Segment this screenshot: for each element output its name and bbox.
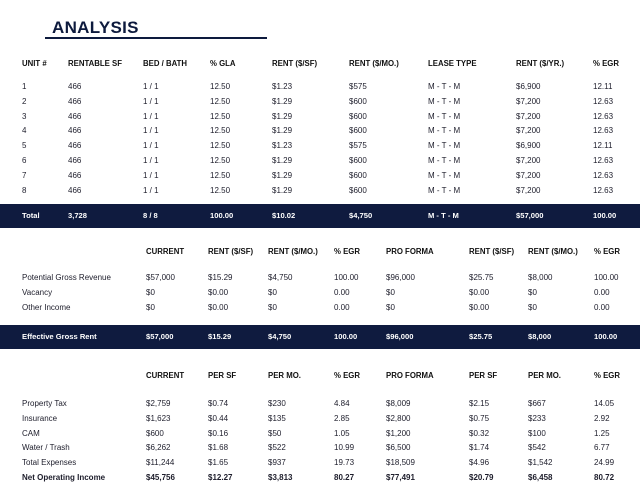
net-operating-income-row-cell: $45,756	[146, 473, 175, 482]
effective-gross-rent-band-cell: $8,000	[528, 332, 552, 341]
expense-row-cell: $600	[146, 428, 164, 438]
income-header-row-cell: RENT ($/MO.)	[268, 247, 318, 256]
unit-row	[0, 139, 640, 153]
unit-row-cell: $600	[349, 170, 367, 180]
income-row-cell: 0.00	[594, 288, 610, 297]
expense-row-cell: $4.96	[469, 458, 490, 468]
unit-row-cell: 1 / 1	[143, 170, 159, 180]
income-row-cell: $25.75	[469, 273, 494, 282]
expense-row-cell: $6,262	[146, 443, 171, 453]
unit-row-cell: $600	[349, 126, 367, 136]
expense-row-cell: $100	[528, 428, 546, 438]
expense-row-cell: $50	[268, 428, 282, 438]
expenses-header-row-cell: CURRENT	[146, 371, 185, 380]
expense-row-cell: $0.16	[208, 428, 229, 438]
income-row-cell: 100.00	[594, 273, 619, 282]
unit-row-cell: 12.50	[210, 96, 231, 106]
unit-row	[0, 184, 640, 198]
unit-row-cell: 12.11	[593, 82, 613, 91]
expense-row-cell: $1.68	[208, 443, 229, 453]
income-row-cell: $4,750	[268, 273, 293, 282]
unit-row-cell: 12.63	[593, 156, 614, 165]
income-row-cell: $0.00	[208, 288, 229, 297]
unit-row-cell: $575	[349, 141, 367, 151]
income-header-row-cell: % EGR	[334, 247, 360, 256]
title-underline	[45, 37, 267, 39]
expense-row	[0, 441, 640, 455]
unit-row-cell: 2	[22, 96, 27, 106]
expense-row-cell: 6.77	[594, 443, 610, 453]
expense-row-cell: 14.05	[594, 399, 615, 408]
expense-row	[0, 397, 640, 411]
unit-row	[0, 169, 640, 183]
units-header-row-cell: RENTABLE SF	[68, 59, 122, 68]
unit-row-cell: 12.63	[593, 170, 614, 180]
income-row-cell: 0.00	[594, 303, 610, 312]
expense-row-cell: 19.73	[334, 458, 355, 468]
income-header-row-cell: RENT ($/SF)	[208, 247, 254, 256]
unit-row-cell: 3	[22, 111, 27, 121]
unit-row-cell: $600	[349, 156, 367, 165]
income-header-row-cell: CURRENT	[146, 247, 185, 256]
income-row	[0, 271, 640, 285]
net-operating-income-row	[0, 471, 640, 485]
expense-row-cell: $2,800	[386, 413, 411, 423]
expenses-header-row-cell: PER MO.	[528, 371, 561, 380]
income-row-cell: $0	[528, 303, 537, 312]
unit-row-cell: 1 / 1	[143, 185, 159, 195]
unit-row-cell: 1 / 1	[143, 111, 159, 121]
income-row-cell: Potential Gross Revenue	[22, 273, 111, 282]
unit-row-cell: M - T - M	[428, 156, 461, 165]
unit-row-cell: $7,200	[516, 96, 541, 106]
income-row-cell: Other Income	[22, 303, 71, 312]
unit-row-cell: $600	[349, 185, 367, 195]
units-total-band-cell: $4,750	[349, 211, 373, 220]
unit-row-cell: M - T - M	[428, 126, 461, 136]
unit-row-cell: 1 / 1	[143, 126, 159, 136]
effective-gross-rent-band-cell: $96,000	[386, 332, 414, 341]
expense-row-cell: $1.65	[208, 458, 229, 468]
effective-gross-rent-band-cell: Effective Gross Rent	[22, 332, 97, 341]
expense-row-cell: $522	[268, 443, 286, 453]
expense-row-cell: $0.44	[208, 413, 229, 423]
unit-row-cell: 7	[22, 170, 27, 180]
unit-row	[0, 124, 640, 138]
net-operating-income-row-cell: $12.27	[208, 473, 233, 482]
unit-row-cell: 12.63	[593, 185, 614, 195]
income-row-cell: $0	[386, 303, 395, 312]
unit-row	[0, 110, 640, 124]
expense-row-cell: $230	[268, 399, 286, 408]
units-total-band-cell: M - T - M	[428, 211, 459, 220]
unit-row	[0, 154, 640, 168]
units-total-band-cell: $10.02	[272, 211, 296, 220]
expense-row-cell: Water / Trash	[22, 443, 70, 453]
unit-row-cell: $7,200	[516, 111, 541, 121]
net-operating-income-row-cell: 80.27	[334, 473, 355, 482]
expenses-header-row-cell: PER SF	[469, 371, 498, 380]
unit-row-cell: 1	[22, 82, 27, 91]
expense-row-cell: 1.05	[334, 428, 350, 438]
income-header-row	[0, 245, 640, 259]
effective-gross-rent-band-cell: $57,000	[146, 332, 174, 341]
unit-row-cell: 8	[22, 185, 27, 195]
effective-gross-rent-band-cell: 100.00	[334, 332, 358, 341]
unit-row-cell: $1.29	[272, 170, 293, 180]
expense-row-cell: $135	[268, 413, 286, 423]
expense-row-cell: 4.84	[334, 399, 350, 408]
unit-row-cell: 466	[68, 170, 82, 180]
income-row-cell: $0	[528, 288, 537, 297]
expense-row-cell: 24.99	[594, 458, 615, 468]
unit-row-cell: $1.29	[272, 96, 293, 106]
expenses-header-row-cell: % EGR	[334, 371, 360, 380]
expense-row-cell: $2.15	[469, 399, 490, 408]
units-header-row-cell: LEASE TYPE	[428, 59, 477, 68]
expense-row-cell: $0.32	[469, 428, 490, 438]
unit-row-cell: 4	[22, 126, 27, 136]
net-operating-income-row-cell: 80.72	[594, 473, 615, 482]
units-total-band-cell: Total	[22, 211, 40, 220]
expense-row-cell: $0.75	[469, 413, 490, 423]
expense-row-cell: $542	[528, 443, 546, 453]
effective-gross-rent-band-cell: $4,750	[268, 332, 292, 341]
expense-row-cell: $2,759	[146, 399, 171, 408]
unit-row-cell: $7,200	[516, 126, 541, 136]
income-row-cell: $0.00	[208, 303, 229, 312]
unit-row	[0, 80, 640, 94]
expense-row-cell: CAM	[22, 428, 40, 438]
income-row-cell: 0.00	[334, 288, 350, 297]
units-total-band	[0, 204, 640, 228]
expense-row-cell: $1,542	[528, 458, 553, 468]
unit-row-cell: $1.29	[272, 156, 293, 165]
net-operating-income-row-cell: $3,813	[268, 473, 293, 482]
unit-row-cell: M - T - M	[428, 141, 461, 151]
expense-row-cell: Total Expenses	[22, 458, 77, 468]
unit-row-cell: $7,200	[516, 156, 541, 165]
income-row-cell: $96,000	[386, 273, 415, 282]
unit-row-cell: $600	[349, 111, 367, 121]
units-total-band-cell: 100.00	[210, 211, 234, 220]
expense-row-cell: Property Tax	[22, 399, 67, 408]
units-header-row-cell: RENT ($/YR.)	[516, 59, 565, 68]
expense-row-cell: $11,244	[146, 458, 175, 468]
unit-row-cell: 466	[68, 82, 82, 91]
units-total-band-cell: 3,728	[68, 211, 88, 220]
income-header-row-cell: % EGR	[594, 247, 620, 256]
expense-row-cell: $1,623	[146, 413, 171, 423]
unit-row-cell: M - T - M	[428, 96, 461, 106]
unit-row-cell: $1.23	[272, 82, 293, 91]
unit-row-cell: 6	[22, 156, 27, 165]
unit-row-cell: $1.23	[272, 141, 293, 151]
unit-row-cell: 12.11	[593, 141, 613, 151]
expense-row-cell: 2.92	[594, 413, 610, 423]
income-row-cell: $0	[268, 288, 277, 297]
unit-row-cell: $600	[349, 96, 367, 106]
income-row-cell: $0.00	[469, 303, 490, 312]
unit-row-cell: $6,900	[516, 82, 541, 91]
unit-row-cell: $6,900	[516, 141, 541, 151]
unit-row-cell: $7,200	[516, 170, 541, 180]
units-header-row-cell: % GLA	[210, 59, 236, 68]
unit-row-cell: 466	[68, 126, 82, 136]
expense-row	[0, 427, 640, 441]
unit-row-cell: 12.50	[210, 141, 231, 151]
unit-row-cell: 1 / 1	[143, 82, 159, 91]
expense-row-cell: 10.99	[334, 443, 355, 453]
income-row-cell: $15.29	[208, 273, 233, 282]
units-header-row-cell: % EGR	[593, 59, 619, 68]
units-header-row-cell: UNIT #	[22, 59, 47, 68]
net-operating-income-row-cell: $77,491	[386, 473, 415, 482]
expenses-header-row-cell: PRO FORMA	[386, 371, 434, 380]
income-row-cell: $0	[386, 288, 395, 297]
expense-row	[0, 456, 640, 470]
units-header-row-cell: RENT ($/MO.)	[349, 59, 399, 68]
unit-row-cell: 5	[22, 141, 27, 151]
income-row-cell: $0	[146, 288, 155, 297]
effective-gross-rent-band-cell: $15.29	[208, 332, 232, 341]
expense-row-cell: $18,509	[386, 458, 415, 468]
unit-row-cell: $1.29	[272, 111, 293, 121]
unit-row-cell: 12.63	[593, 96, 614, 106]
unit-row-cell: M - T - M	[428, 170, 461, 180]
units-total-band-cell: 8 / 8	[143, 211, 158, 220]
expense-row-cell: $233	[528, 413, 546, 423]
expenses-header-row	[0, 369, 640, 383]
unit-row-cell: 1 / 1	[143, 96, 159, 106]
income-row-cell: $8,000	[528, 273, 553, 282]
unit-row-cell: 12.50	[210, 156, 231, 165]
net-operating-income-row-cell: Net Operating Income	[22, 473, 106, 482]
net-operating-income-row-cell: $6,458	[528, 473, 553, 482]
income-row-cell: Vacancy	[22, 288, 53, 297]
unit-row-cell: 12.63	[593, 111, 614, 121]
income-header-row-cell: RENT ($/SF)	[469, 247, 515, 256]
income-header-row-cell: RENT ($/MO.)	[528, 247, 578, 256]
unit-row-cell: 1 / 1	[143, 156, 159, 165]
unit-row-cell: 12.63	[593, 126, 614, 136]
unit-row-cell: 12.50	[210, 111, 231, 121]
income-row-cell: $0	[268, 303, 277, 312]
income-row	[0, 286, 640, 300]
unit-row-cell: 12.50	[210, 185, 231, 195]
unit-row-cell: 466	[68, 185, 82, 195]
unit-row-cell: $7,200	[516, 185, 541, 195]
effective-gross-rent-band	[0, 325, 640, 349]
units-header-row-cell: BED / BATH	[143, 59, 188, 68]
unit-row-cell: 12.50	[210, 82, 231, 91]
expense-row-cell: $937	[268, 458, 286, 468]
income-header-row-cell: PRO FORMA	[386, 247, 434, 256]
expense-row-cell: 2.85	[334, 413, 350, 423]
expense-row-cell: $0.74	[208, 399, 229, 408]
unit-row-cell: 12.50	[210, 170, 231, 180]
unit-row	[0, 95, 640, 109]
units-header-row-cell: RENT ($/SF)	[272, 59, 318, 68]
expenses-header-row-cell: PER SF	[208, 371, 237, 380]
expense-row-cell: $667	[528, 399, 546, 408]
unit-row-cell: M - T - M	[428, 111, 461, 121]
expense-row-cell: 1.25	[594, 428, 610, 438]
unit-row-cell: $575	[349, 82, 367, 91]
unit-row-cell: 12.50	[210, 126, 231, 136]
income-row-cell: 100.00	[334, 273, 359, 282]
unit-row-cell: 1 / 1	[143, 141, 159, 151]
expense-row-cell: $8,009	[386, 399, 411, 408]
effective-gross-rent-band-cell: $25.75	[469, 332, 493, 341]
income-row-cell: $0	[146, 303, 155, 312]
net-operating-income-row-cell: $20.79	[469, 473, 494, 482]
page-title: ANALYSIS	[52, 18, 139, 37]
unit-row-cell: 466	[68, 156, 82, 165]
income-row	[0, 301, 640, 315]
unit-row-cell: 466	[68, 141, 82, 151]
unit-row-cell: 466	[68, 96, 82, 106]
income-row-cell: $0.00	[469, 288, 490, 297]
expense-row-cell: $6,500	[386, 443, 411, 453]
expense-row-cell: $1.74	[469, 443, 490, 453]
units-total-band-cell: 100.00	[593, 211, 617, 220]
unit-row-cell: 466	[68, 111, 82, 121]
unit-row-cell: $1.29	[272, 185, 293, 195]
effective-gross-rent-band-cell: 100.00	[594, 332, 618, 341]
expenses-header-row-cell: % EGR	[594, 371, 620, 380]
units-header-row	[0, 57, 640, 71]
unit-row-cell: M - T - M	[428, 82, 461, 91]
income-row-cell: $57,000	[146, 273, 175, 282]
expenses-header-row-cell: PER MO.	[268, 371, 301, 380]
income-row-cell: 0.00	[334, 303, 350, 312]
unit-row-cell: $1.29	[272, 126, 293, 136]
expense-row-cell: $1,200	[386, 428, 411, 438]
units-total-band-cell: $57,000	[516, 211, 544, 220]
expense-row	[0, 412, 640, 426]
expense-row-cell: Insurance	[22, 413, 58, 423]
unit-row-cell: M - T - M	[428, 185, 461, 195]
